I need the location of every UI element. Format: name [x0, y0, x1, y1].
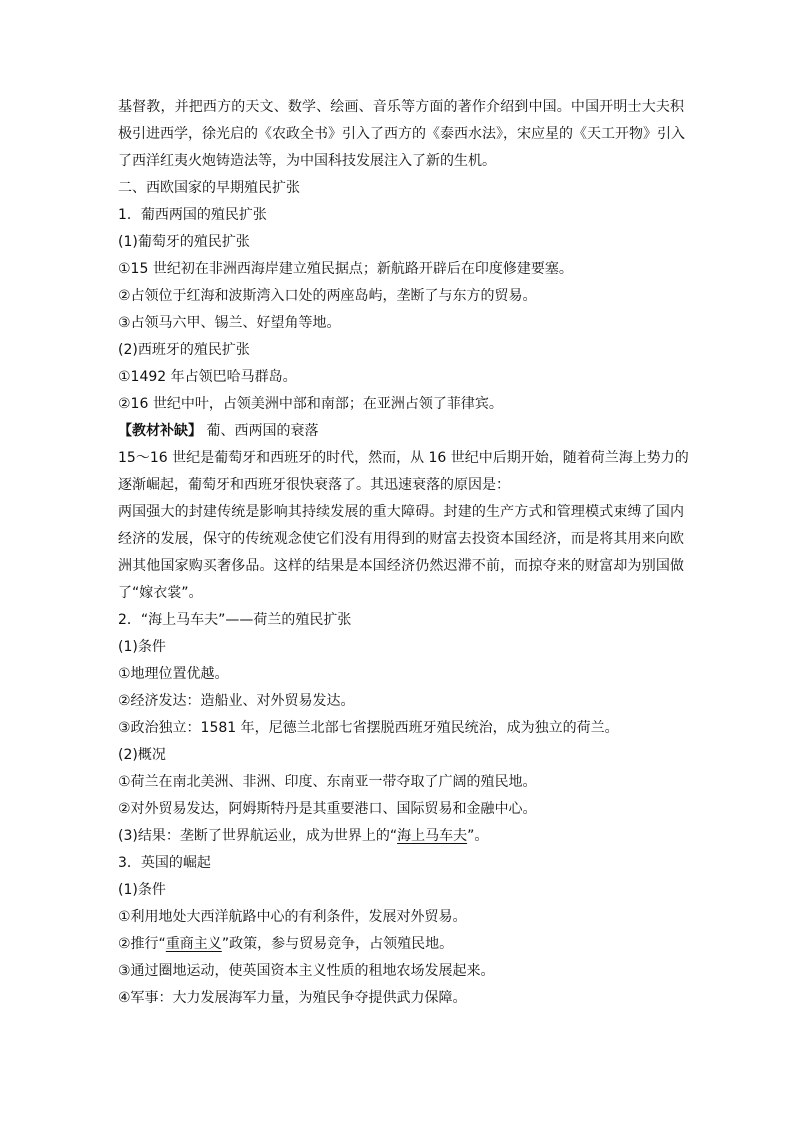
supplement-heading [118, 418, 684, 445]
result-item [118, 823, 684, 850]
point-heading: (1)条件 [118, 882, 166, 898]
point-heading: (1)条件 [118, 639, 166, 655]
underlined-term: 海上马车夫 [397, 828, 468, 844]
supplement-tag: 【教材补缺】 [118, 423, 202, 439]
supplement-line: 洲其他国家购买奢侈品。这样的结果是本国经济仍然迟滞不前，而掠夺来的财富却为别国做 [118, 558, 684, 574]
list-item [118, 931, 684, 958]
supplement-title: 葡、西两国的衰落 [206, 423, 319, 439]
result-text: (3)结果：垄断了世界航运业，成为世界上的“ [118, 828, 398, 844]
supplement-line: 15～16 世纪是葡萄牙和西班牙的时代，然而，从 16 世纪中后期开始，随着荷兰海上势力的 [118, 450, 689, 466]
list-item: ①地理位置优越。 [118, 666, 229, 682]
list-item: ②占领位于红海和波斯湾入口处的两座岛屿，垄断了与东方的贸易。 [118, 288, 537, 304]
supplement-line: 逐渐崛起，葡萄牙和西班牙很快衰落了。其迅速衰落的原因是： [118, 477, 510, 493]
point-heading: (2)西班牙的殖民扩张 [118, 342, 250, 358]
list-item: ③政治独立：1581 年，尼德兰北部七省摆脱西班牙殖民统治，成为独立的荷兰。 [118, 720, 619, 736]
subsection-heading: 3．英国的崛起 [118, 855, 211, 871]
item-text-end: ”政策，参与贸易竞争，占领殖民地。 [221, 936, 454, 952]
intro-line: 极引进西学，徐光启的《农政全书》引入了西方的《泰西水法》，宋应星的《天工开物》引入 [118, 126, 685, 142]
list-item: ④军事：大力发展海军力量，为殖民争夺提供武力保障。 [118, 990, 467, 1006]
list-item: ③占领马六甲、锡兰、好望角等地。 [118, 315, 341, 331]
result-text-end: ”。 [467, 828, 489, 844]
list-item: ①荷兰在南北美洲、非洲、印度、东南亚一带夺取了广阔的殖民地。 [118, 774, 537, 790]
subsection-heading: 1．葡西两国的殖民扩张 [118, 207, 267, 223]
supplement-line: 经济的发展，保守的传统观念使它们没有用得到的财富去投资本国经济，而是将其用来向欧 [118, 531, 684, 547]
subsection-heading: 2．“海上马车夫”——荷兰的殖民扩张 [118, 612, 352, 628]
intro-line: 基督教，并把西方的天文、数学、绘画、音乐等方面的著作介绍到中国。中国开明士大夫积 [118, 99, 684, 115]
list-item: ②对外贸易发达，阿姆斯特丹是其重要港口、国际贸易和金融中心。 [118, 801, 537, 817]
list-item: ②经济发达：造船业、对外贸易发达。 [118, 693, 355, 709]
underlined-term: 重商主义 [165, 936, 222, 952]
document-page [118, 94, 689, 1012]
intro-line: 了西洋红夷火炮铸造法等，为中国科技发展注入了新的生机。 [118, 153, 496, 169]
list-item: ②16 世纪中叶，占领美洲中部和南部；在亚洲占领了菲律宾。 [118, 396, 503, 412]
item-text: ②推行“ [118, 936, 166, 952]
list-item: ③通过圈地运动，使英国资本主义性质的租地农场发展起来。 [118, 963, 495, 979]
supplement-line: 两国强大的封建传统是影响其持续发展的重大障碍。封建的生产方式和管理模式束缚了国内 [118, 504, 684, 520]
list-item: ①1492 年占领巴哈马群岛。 [118, 369, 297, 385]
point-heading: (1)葡萄牙的殖民扩张 [118, 234, 250, 250]
point-heading: (2)概况 [118, 747, 166, 763]
supplement-line: 了“嫁衣裳”。 [118, 585, 203, 601]
list-item: ①利用地处大西洋航路中心的有利条件，发展对外贸易。 [118, 909, 467, 925]
section-heading: 二、西欧国家的早期殖民扩张 [118, 180, 300, 196]
list-item: ①15 世纪初在非洲西海岸建立殖民据点；新航路开辟后在印度修建要塞。 [118, 261, 573, 277]
